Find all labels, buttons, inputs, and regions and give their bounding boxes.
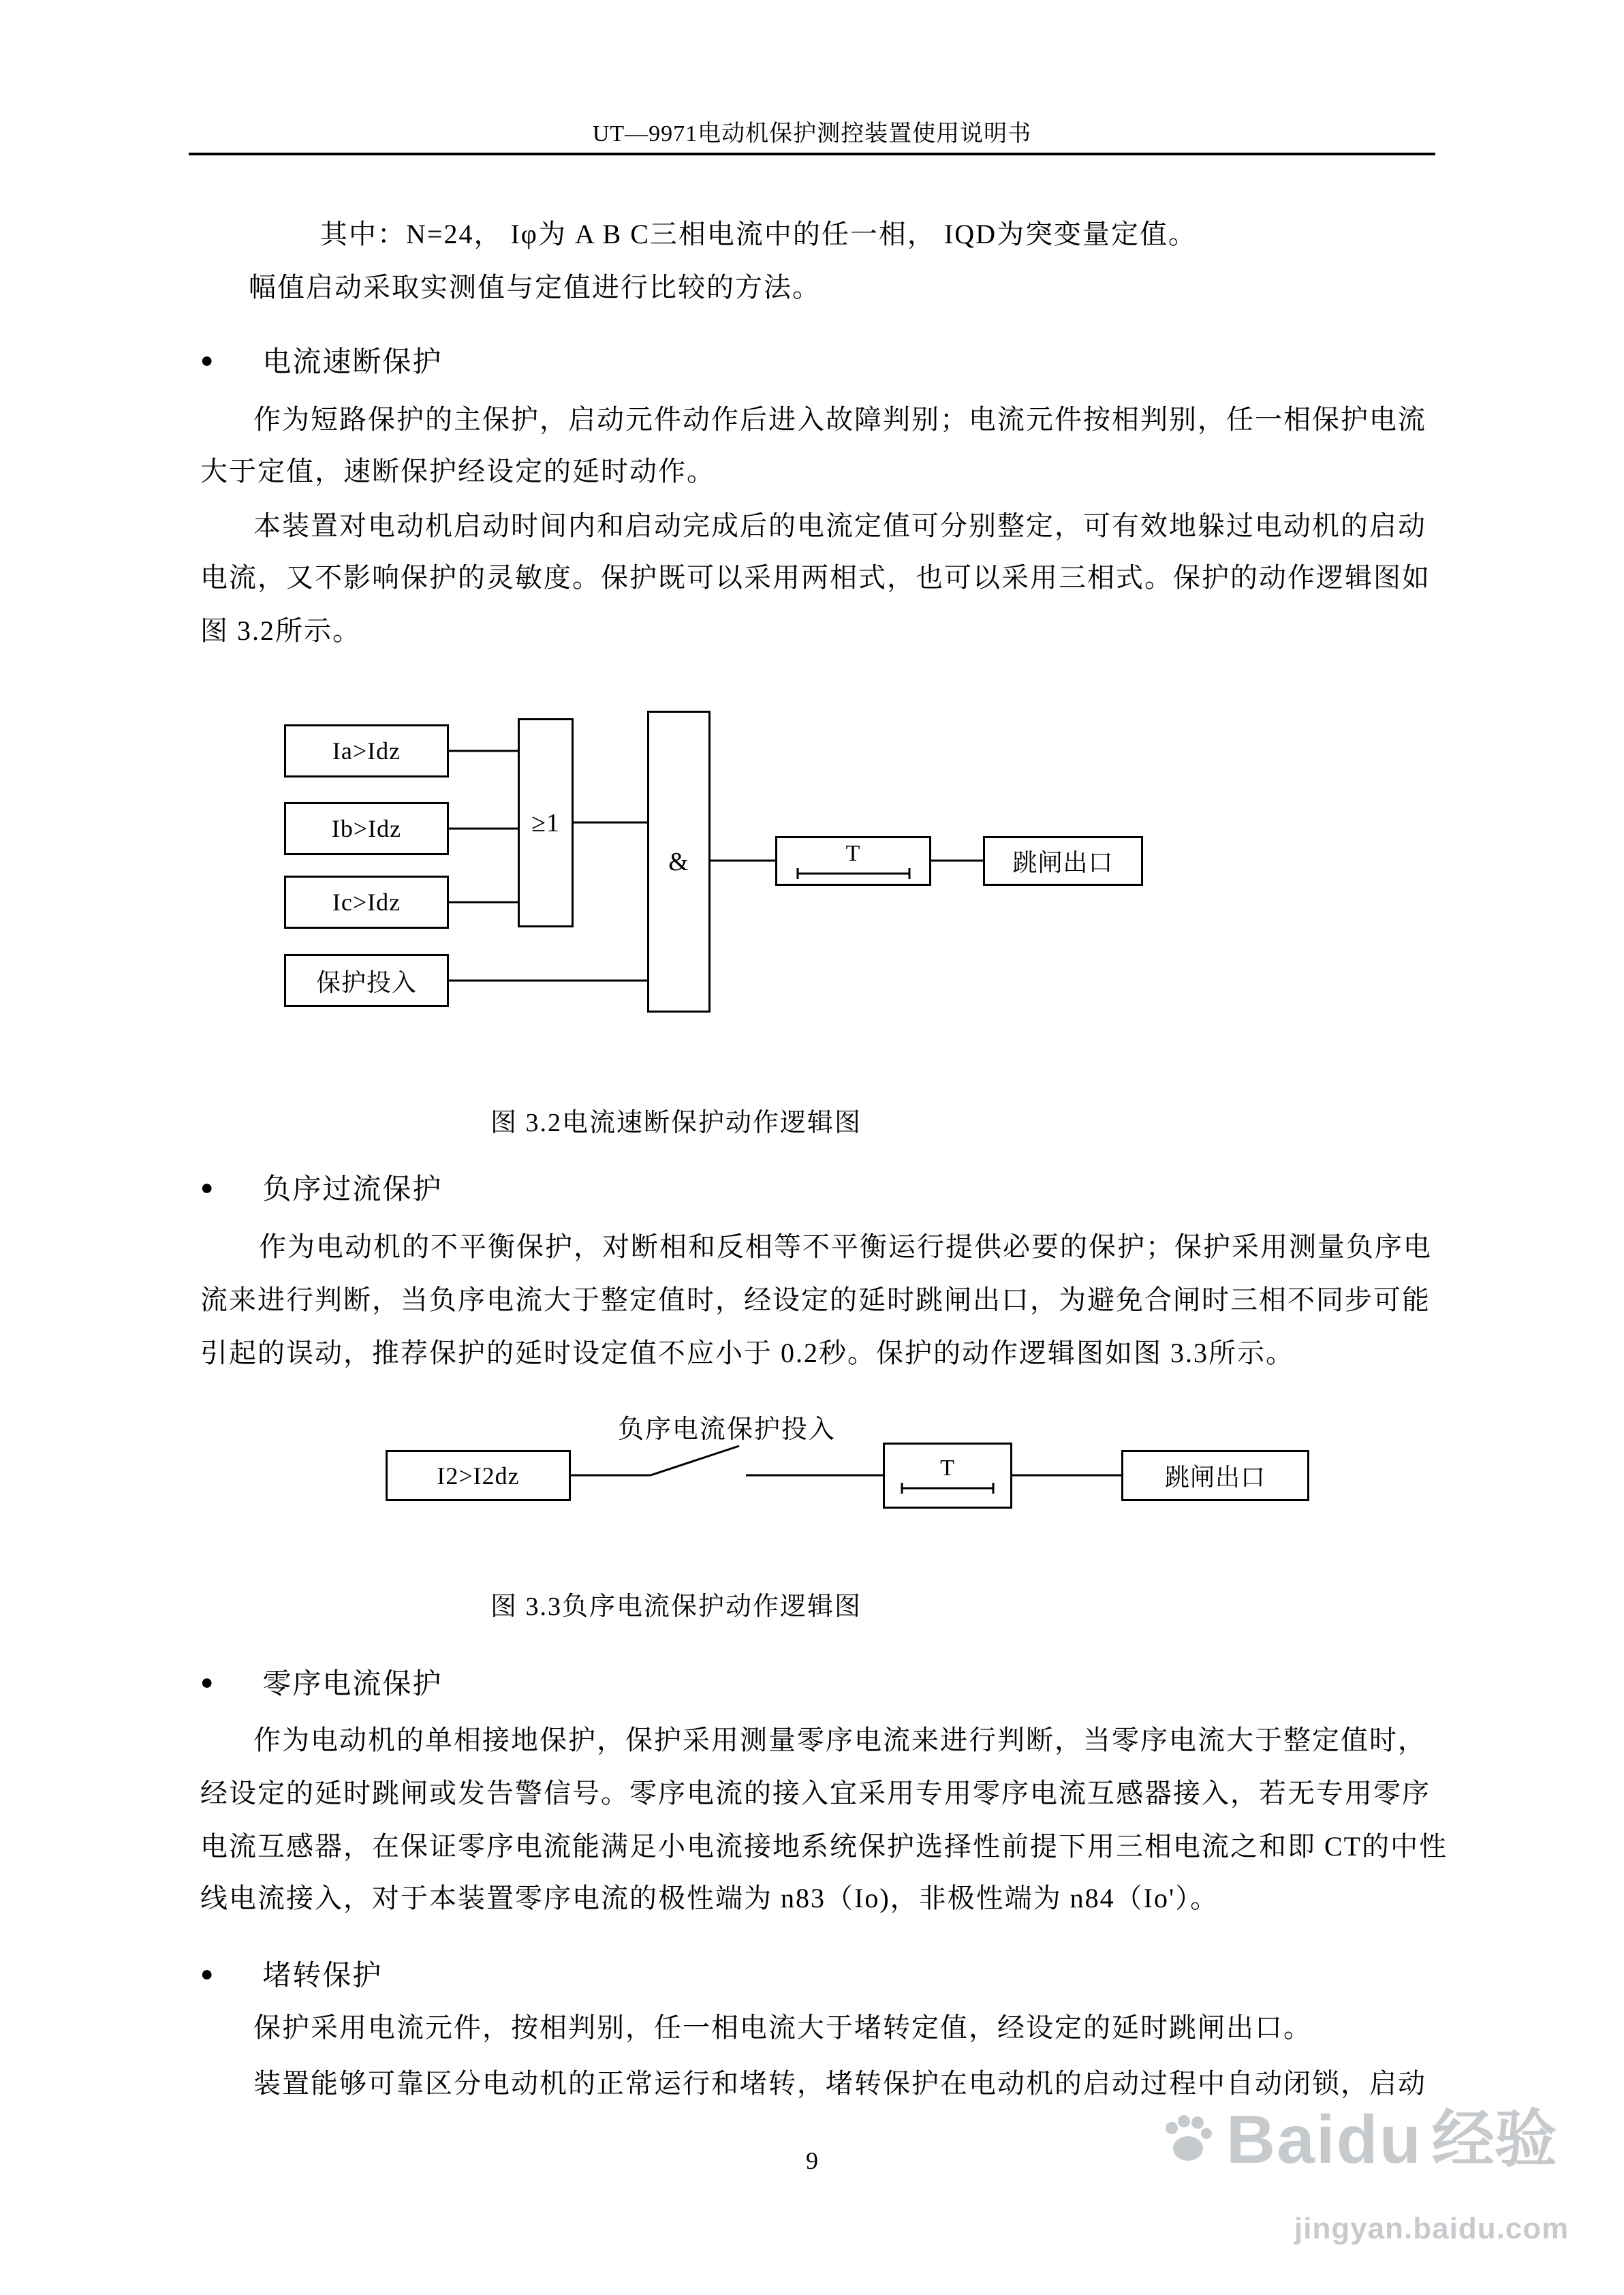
paragraph-line: 保护采用电流元件，按相判别，任一相电流大于堵转定值，经设定的延时跳闸出口。 bbox=[253, 2012, 1312, 2043]
paragraph-line: 电流，又不影响保护的灵敏度。保护既可以采用两相式，也可以采用三相式。保护的动作逻辑图如 bbox=[200, 562, 1431, 593]
figure-caption: 图 3.3负序电流保护动作逻辑图 bbox=[490, 1592, 862, 1621]
logic-input-box-ia: Ia>Idz bbox=[284, 724, 449, 777]
logic-input-box-ic: Ic>Idz bbox=[284, 876, 449, 929]
paragraph-line: 装置能够可靠区分电动机的正常运行和堵转，堵转保护在电动机的启动过程中自动闭锁，启动 bbox=[253, 2068, 1426, 2099]
paw-icon bbox=[1158, 2110, 1217, 2169]
section-title: 堵转保护 bbox=[262, 1960, 383, 1992]
paragraph-line: 电流互感器，在保证零序电流能满足小电流接地系统保护选择性前提下用三相电流之和即 CT的中性 bbox=[200, 1831, 1448, 1862]
paragraph-line: 线电流接入，对于本装置零序电流的极性端为 n83（Io)，非极性端为 n84（Io'）。 bbox=[200, 1883, 1219, 1913]
section-title: 负序过流保护 bbox=[262, 1174, 443, 1205]
baidu-jingyan-watermark bbox=[1158, 2101, 1557, 2178]
and-gate-box: & bbox=[647, 711, 710, 1013]
timer-delay-symbol-icon bbox=[792, 867, 915, 880]
paragraph-line: 本装置对电动机启动时间内和启动完成后的电流定值可分别整定，可有效地躲过电动机的启动 bbox=[253, 510, 1426, 541]
bullet-icon: ● bbox=[200, 1175, 215, 1199]
section-heading-stall-protection bbox=[200, 1953, 382, 1994]
watermark-url-text: jingyan.baidu.com bbox=[1294, 2212, 1570, 2245]
header-rule bbox=[189, 153, 1435, 155]
paragraph-line: 大于定值，速断保护经设定的延时动作。 bbox=[200, 456, 715, 487]
bullet-icon: ● bbox=[200, 1961, 215, 1986]
timer-label: T bbox=[940, 1455, 955, 1481]
section-title: 电流速断保护 bbox=[262, 347, 443, 378]
paragraph-line: 作为电动机的不平衡保护，对断相和反相等不平衡运行提供必要的保护；保护采用测量负序电 bbox=[259, 1231, 1432, 1262]
or-gate-box: ≥1 bbox=[518, 718, 574, 927]
page-number: 9 bbox=[806, 2147, 818, 2174]
paragraph-line: 其中：N=24， Iφ为 A B C三相电流中的任一相， IQD为突变量定值。 bbox=[320, 219, 1197, 249]
paragraph-line: 流来进行判断，当负序电流大于整定值时，经设定的延时跳闸出口，为避免合闸时三相不同步可能 bbox=[200, 1284, 1431, 1315]
bullet-icon: ● bbox=[200, 348, 215, 372]
watermark-brand-text: Baidu bbox=[1226, 2101, 1422, 2178]
paragraph-line: 作为电动机的单相接地保护，保护采用测量零序电流来进行判断，当零序电流大于整定值时， bbox=[253, 1725, 1426, 1755]
logic-input-box-protection-enable: 保护投入 bbox=[284, 954, 449, 1007]
paragraph-line: 作为短路保护的主保护，启动元件动作后进入故障判别；电流元件按相判别，任一相保护电流 bbox=[253, 404, 1426, 435]
document-header-title: UT—9971电动机保护测控装置使用说明书 bbox=[592, 121, 1032, 147]
section-heading-negative-sequence bbox=[200, 1167, 442, 1207]
paragraph-line: 幅值启动采取实测值与定值进行比较的方法。 bbox=[249, 272, 821, 303]
logic-input-box-ib: Ib>Idz bbox=[284, 802, 449, 855]
timer-box bbox=[883, 1443, 1012, 1509]
section-heading-zero-sequence bbox=[200, 1661, 442, 1702]
section-title: 零序电流保护 bbox=[262, 1669, 443, 1700]
figure-caption: 图 3.2电流速断保护动作逻辑图 bbox=[490, 1109, 862, 1137]
paragraph-line: 经设定的延时跳闸或发告警信号。零序电流的接入宜采用专用零序电流互感器接入，若无专用零序 bbox=[200, 1778, 1431, 1808]
paragraph-line: 图 3.2所示。 bbox=[200, 615, 361, 646]
timer-label: T bbox=[845, 840, 861, 866]
logic-input-box-i2: I2>I2dz bbox=[386, 1450, 571, 1501]
switch-label: 负序电流保护投入 bbox=[618, 1415, 837, 1444]
timer-box bbox=[775, 836, 931, 886]
watermark-brand-cn-text: 经验 bbox=[1431, 2105, 1557, 2174]
trip-output-box: 跳闸出口 bbox=[1121, 1450, 1309, 1501]
timer-delay-symbol-icon bbox=[896, 1481, 999, 1495]
bullet-icon: ● bbox=[200, 1669, 215, 1694]
paragraph-line: 引起的误动，推荐保护的延时设定值不应小于 0.2秒。保护的动作逻辑图如图 3.3所示。 bbox=[200, 1338, 1294, 1368]
trip-output-box: 跳闸出口 bbox=[983, 836, 1143, 886]
section-heading-instantaneous-overcurrent bbox=[200, 339, 442, 380]
